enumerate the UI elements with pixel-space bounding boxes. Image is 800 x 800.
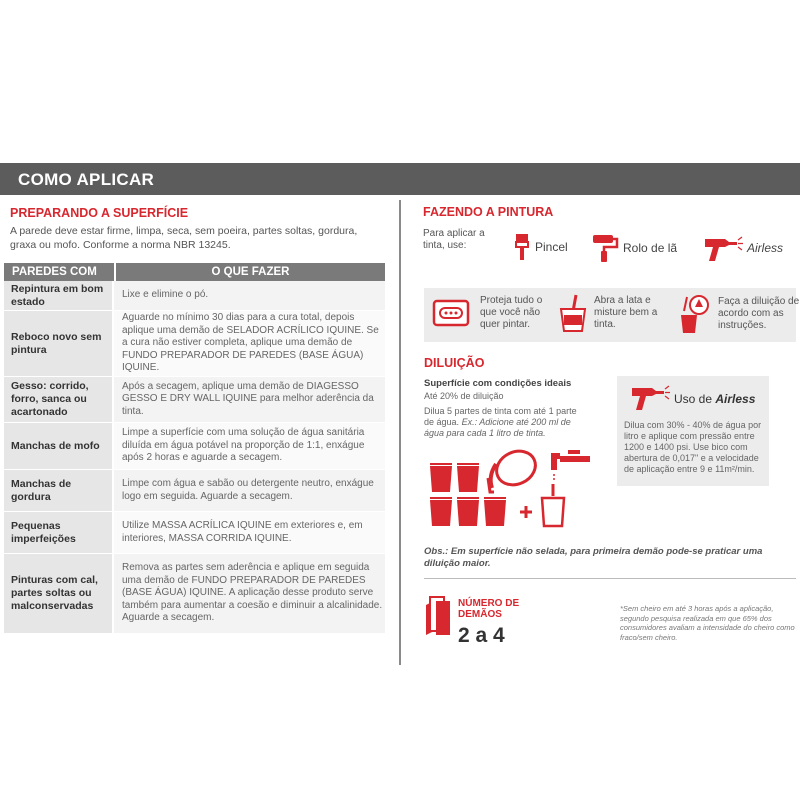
coats-label: NÚMERO DE DEMÃOS [458, 598, 520, 620]
paint-cup-icon [484, 498, 506, 526]
table-row [4, 311, 385, 377]
tip-protect-text: Proteja tudo o que você não quer pintar. [480, 295, 543, 330]
dilution-heading: DILUIÇÃO [424, 356, 485, 370]
table-row [4, 554, 385, 634]
row-label: Pequenas imperfeições [4, 512, 112, 553]
apply-intro: Para aplicar a tinta, use: [423, 228, 485, 251]
row-text: Limpe a superfície com uma solução de água sanitária diluída em água potável na proporção de 1:1, enxágue após 2 horas e aguarde a secagem. [112, 423, 385, 469]
dilution-percent: Até 20% de diluição [424, 391, 504, 401]
faucet-icon [554, 450, 590, 480]
spray-gun-icon [630, 382, 670, 412]
paint-cup-icon [457, 464, 479, 492]
airless-title [674, 392, 755, 406]
tip-dilute-text: Faça a diluição de acordo com as instruções. [718, 296, 800, 331]
dilution-icon [678, 293, 712, 335]
spray-gun-icon [703, 233, 743, 263]
surface-prep-heading: PREPARANDO A SUPERFÍCIE [10, 206, 189, 220]
column-divider [399, 200, 401, 665]
table-row [4, 423, 385, 470]
tip-mix-text: Abra a lata e misture bem a tinta. [594, 295, 658, 330]
bucket-icon [488, 448, 541, 492]
paint-cup-icon [457, 498, 479, 526]
observation-note: Obs.: Em superfície não selada, para primeira demão pode-se praticar uma diluição maior. [424, 546, 763, 569]
tool-airless [703, 233, 783, 263]
row-label: Repintura em bom estado [4, 281, 112, 310]
row-text: Limpe com água e sabão ou detergente neutro, enxágue logo em seguida. Aguarde a secagem. [112, 470, 385, 511]
dilution-illustration [428, 448, 598, 532]
table-row [4, 470, 385, 512]
tip-mix [558, 293, 664, 333]
row-text: Após a secagem, aplique uma demão de DIAGESSO GESSO E DRY WALL IQUINE para melhor aderência da tinta. [112, 377, 385, 422]
row-label: Manchas de mofo [4, 423, 112, 469]
section-title: COMO APLICAR [18, 170, 155, 189]
brush-icon [513, 233, 531, 261]
dilution-text [424, 406, 589, 439]
prep-table [4, 263, 385, 634]
tip-dilute [678, 293, 800, 335]
col-header-walls: PAREDES COM [12, 266, 97, 278]
airless-title-prefix: Uso de [674, 392, 713, 406]
airless-title-brand: Airless [715, 392, 756, 406]
row-text: Aguarde no mínimo 30 dias para a cura total, depois aplique uma demão de SELADOR ACRÍLICO IQUINE. Se a cura não estiver completa, aplique uma demão de FUNDO PREPARADOR DE PAREDES (BASE ÁGUA) IQUINE. [112, 311, 385, 376]
row-text: Remova as partes sem aderência e aplique em seguida uma demão de FUNDO PREPARADOR DE PAREDES (BASE ÁGUA) IQUINE. A aplicação desse produto serve também para aumentar a coesão e diminuir a alcalinidade. Aguarde a secagem. [112, 554, 385, 633]
paint-cup-icon [430, 498, 452, 526]
tool-brush-label: Pincel [535, 240, 568, 254]
dilution-example: Ex.: Adicione até 200 ml de água para cada 1 litro de tinta. [424, 417, 571, 438]
paint-can-icon [558, 293, 588, 333]
footnote: *Sem cheiro em até 3 horas após a aplicação, segundo pesquisa realizada em que 65% dos consumidores avaliam a intensidade do cheiro como fraco/sem cheiro. [620, 604, 795, 642]
table-row [4, 512, 385, 554]
row-label: Manchas de gordura [4, 470, 112, 511]
row-label: Reboco novo sem pintura [4, 311, 112, 376]
roller-icon [591, 233, 619, 263]
tool-roller-label: Rolo de lã [623, 241, 678, 255]
painting-heading: FAZENDO A PINTURA [423, 205, 554, 219]
tip-protect [430, 293, 550, 333]
row-text: Utilize MASSA ACRÍLICA IQUINE em exteriores e, em interiores, MASSA CORRIDA IQUINE. [112, 512, 385, 553]
paint-cup-icon [430, 464, 452, 492]
dilution-instruction: Dilua 5 partes de tinta com até 1 parte de água. [424, 406, 577, 427]
tool-roller [591, 233, 677, 263]
row-label: Gesso: corrido, forro, sanca ou acartonado [4, 377, 112, 422]
tips-box [424, 288, 800, 342]
table-header [4, 263, 385, 281]
coats-icon [424, 595, 454, 637]
masking-tape-icon [430, 293, 474, 333]
col-header-action: O QUE FAZER [114, 263, 385, 281]
table-row [4, 281, 385, 311]
row-text: Lixe e elimine o pó. [112, 281, 385, 310]
surface-prep-intro: A parede deve estar firme, limpa, seca, sem poeira, partes soltas, gordura, graxa ou mofo. Conforme a norma NBR 13245. [10, 225, 358, 251]
table-body [4, 281, 385, 634]
airless-text: Dilua com 30% - 40% de água por litro e aplique com pressão entre 1200 e 1400 psi. Use bico com abertura de 0,017" e a velocidade de aplicação entre 9 e 11m²/min. [624, 420, 762, 474]
tool-airless-label: Airless [747, 241, 784, 255]
table-row [4, 377, 385, 423]
tool-brush [513, 233, 568, 261]
row-label: Pinturas com cal, partes soltas ou malconservadas [4, 554, 112, 633]
note-divider [424, 578, 796, 579]
plus-icon [520, 506, 532, 518]
water-cup-icon [542, 484, 564, 526]
dilution-subheading: Superfície com condições ideais [424, 378, 572, 389]
coats-value: 2 a 4 [458, 624, 505, 647]
